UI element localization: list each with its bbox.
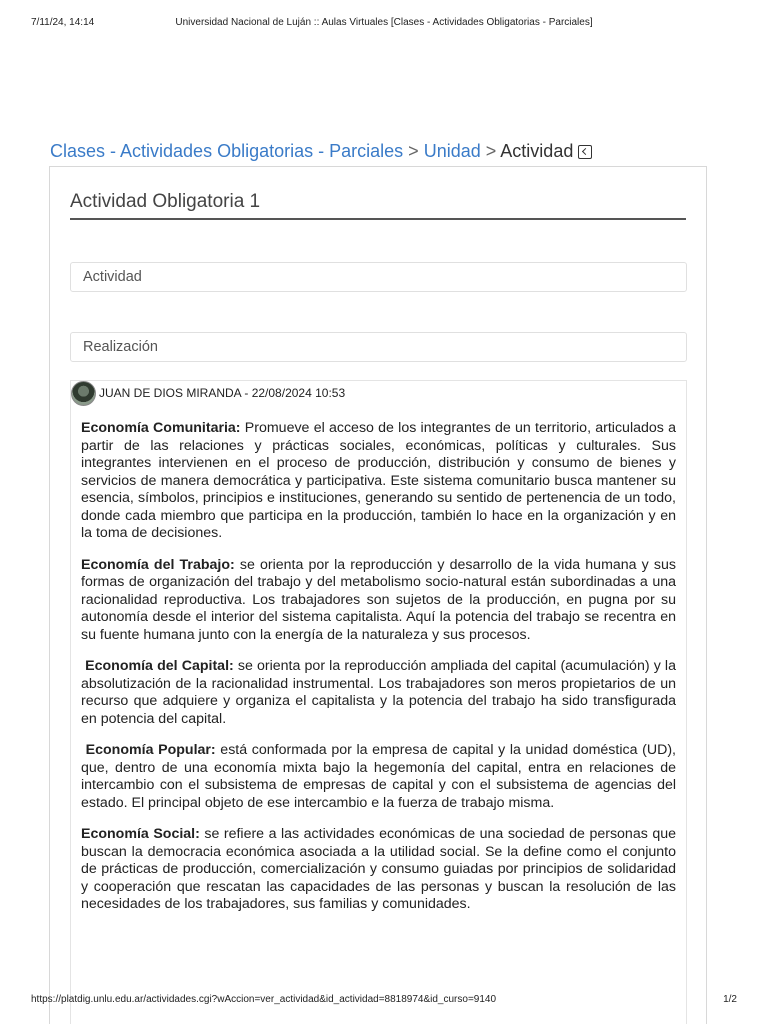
post-text: se orienta por la reproducción y desarrollo de la vida humana y sus formas de organización del trabajo y del metabolismo socio-natural están subordinadas a una racionalidad reproductiva. Los trabajadores son sujetos de la producción, en pugna por su autonomía desde el interior del sistema capitalista. Aquí la potencia del trabajo se recentra en su fuente humana junto con la energía de la naturaleza y sus procesos. <box>81 556 676 643</box>
print-header <box>31 17 737 31</box>
post-author: JUAN DE DIOS MIRANDA <box>99 386 242 400</box>
post-term: Economía Social: <box>81 826 200 842</box>
activity-title: Actividad Obligatoria 1 <box>70 186 686 220</box>
post-term: Economía Popular: <box>85 742 216 758</box>
breadcrumb-link-unidad[interactable]: Unidad <box>423 141 481 161</box>
breadcrumb-separator: > <box>485 141 497 161</box>
print-url: https://platdig.unlu.edu.ar/actividades.cgi?wAccion=ver_actividad&id_actividad=8818974&id_curso=9140 <box>31 994 497 1005</box>
post-paragraph <box>81 826 676 914</box>
back-arrow-icon[interactable] <box>578 145 592 159</box>
post-timestamp: 22/08/2024 10:53 <box>251 386 346 400</box>
post-paragraph <box>81 742 676 812</box>
post-paragraph <box>81 557 676 645</box>
breadcrumb-link-clases[interactable]: Clases - Actividades Obligatorias - Parciales <box>50 141 404 161</box>
post-term: Economía del Capital: <box>85 658 234 674</box>
section-realizacion[interactable]: Realización <box>70 332 687 362</box>
breadcrumb-current: Actividad <box>500 141 574 161</box>
print-datetime: 7/11/24, 14:14 <box>31 17 95 28</box>
breadcrumb-separator: > <box>408 141 419 161</box>
post-paragraph <box>81 420 676 543</box>
section-actividad[interactable]: Actividad <box>70 262 687 292</box>
post-author-line: JUAN DE DIOS MIRANDA - 22/08/2024 10:53 <box>99 386 346 400</box>
avatar <box>71 381 96 406</box>
post-paragraph <box>81 658 676 728</box>
breadcrumb <box>50 140 728 162</box>
print-page-title: Universidad Nacional de Luján :: Aulas Virtuales [Clases - Actividades Obligatorias - Parciales] <box>175 17 593 28</box>
post-text: se orienta por la reproducción ampliada del capital (acumulación) y la absolutización de la racionalidad instrumental. Los trabajadores son meros propietarios de un recurso que adquiere y organiza el capitalista y la potencia del trabajo ha sido transfigurada en potencia del capital. <box>81 658 676 727</box>
post-term: Economía Comunitaria: <box>81 420 241 436</box>
post-body <box>81 420 676 928</box>
post-term: Economía del Trabajo: <box>81 556 235 573</box>
print-page-number: 1/2 <box>723 994 737 1005</box>
post-text: está conformada por la empresa de capital y la unidad doméstica (UD), que, dentro de una economía mixta bajo la hegemonía del capital, entra en relaciones de intercambio con el subsistema de empresas de capital y con el subsistema de agencias del estado. El principal objeto de ese intercambio e la fuerza de trabajo misma. <box>81 742 676 811</box>
print-footer <box>31 994 737 1008</box>
post-text: Promueve el acceso de los integrantes de un territorio, articulados a partir de las relaciones y prácticas sociales, económicas, políticas y culturales. Sus integrantes intervienen en el proceso de producción, distribución y consumo de bienes y servicios de manera democrática y participativa. Este sistema comunitario busca mantener su esencia, símbolos, principios e instituciones, generando su sentido de pertenencia de un todo, donde cada miembro que participa en la producción, también lo hace en la organización y en la toma de decisiones. <box>81 420 676 541</box>
post-text: se refiere a las actividades económicas de una sociedad de personas que buscan la democracia económica asociada a la utilidad social. Se la define como el conjunto de prácticas de producción, comercialización y consumo guiadas por principios de solidaridad y cooperación que rescatan las capacidades de las personas y buscan la resolución de las necesidades de los trabajadores, sus familias y comunidades. <box>81 826 676 912</box>
